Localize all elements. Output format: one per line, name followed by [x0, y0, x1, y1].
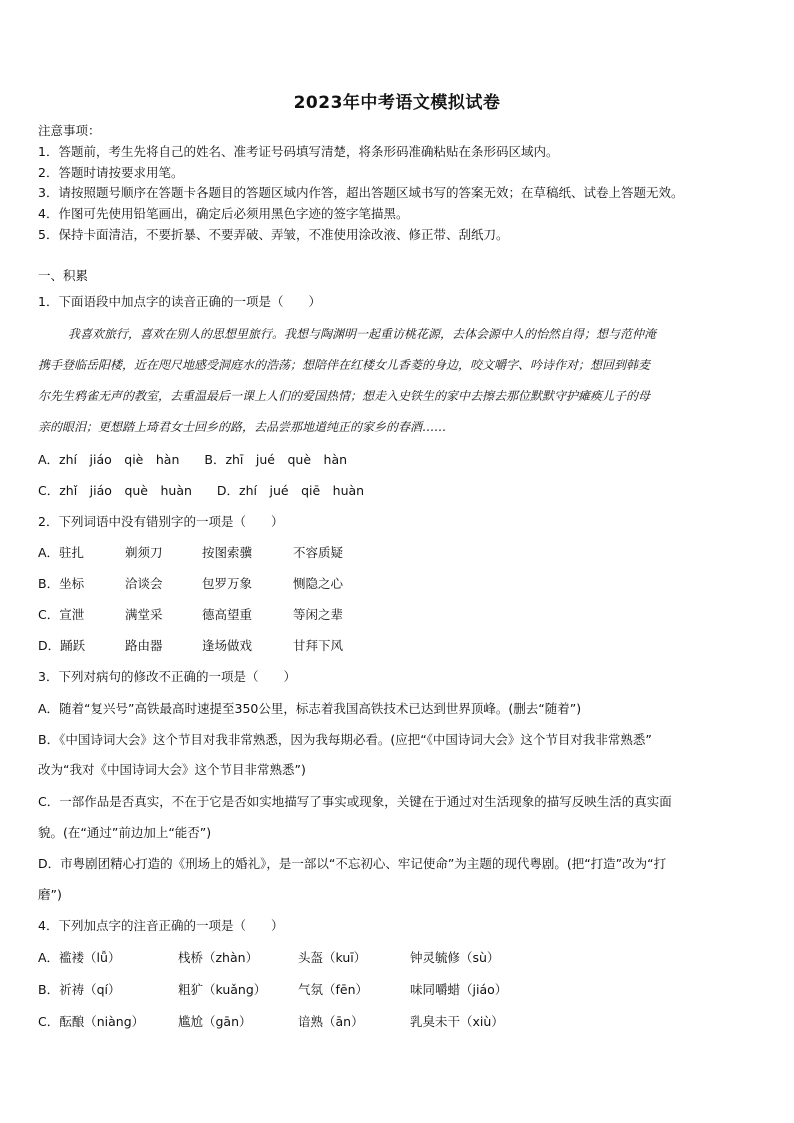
- option-word: 气氛（fēn）: [298, 982, 369, 997]
- option-word: 甘拜下风: [293, 638, 344, 653]
- question-3-line: 貌。(在“通过”前边加上“能否”): [38, 825, 212, 840]
- option-word: 洽谈会: [125, 576, 163, 591]
- passage-line: 亲的眼泪；更想踏上琦君女士回乡的路，去品尝那地道纯正的家乡的春酒……: [38, 420, 447, 434]
- notice-item: 5．保持卡面清洁，不要折暴、不要弄破、弄皱，不准使用涂改液、修正带、刮纸刀。: [38, 227, 509, 242]
- option-word: 尴尬（gān）: [178, 1014, 252, 1029]
- question-1-option-row: C．zhǐ jiáo què huàn D．zhí jué qiē huàn: [38, 483, 365, 498]
- section-heading: 一、积累: [38, 268, 89, 283]
- passage-line: 我喜欢旅行，喜欢在别人的思想里旅行。我想与陶渊明一起重访桃花源，去体会源中人的怡然自得；想与范仲淹: [68, 327, 657, 341]
- option-word: 谙熟（ān）: [298, 1014, 364, 1029]
- question-3-line: B．《中国诗词大会》这个节目对我非常熟悉，因为我每期必看。(应把“《中国诗词大会》这个节目对我非常熟悉”: [38, 732, 652, 747]
- notice-item: 3．请按照题号顺序在答题卡各题目的答题区域内作答，超出答题区域书写的答案无效；在草稿纸、试卷上答题无效。: [38, 185, 684, 200]
- option-word: A．褴褛（lǚ）: [38, 950, 121, 965]
- option-word: 满堂采: [125, 607, 163, 622]
- question-3-line: C．一部作品是否真实，不在于它是否如实地描写了事实或现象，关键在于通过对生活现象的描写反映生活的真实面: [38, 794, 672, 809]
- option-word: 按图索骥: [202, 545, 253, 560]
- passage-line: 尔先生鸦雀无声的教室，去重温最后一课上人们的爱国热情；想走入史铁生的家中去擦去那位默默守护瘫痪儿子的母: [38, 389, 651, 403]
- question-4-stem: 4．下列加点字的注音正确的一项是（ ）: [38, 918, 284, 933]
- option-word: 路由器: [125, 638, 163, 653]
- option-word: 包罗万象: [202, 576, 253, 591]
- notice-item: 4．作图可先使用铅笔画出，确定后必须用黑色字迹的签字笔描黑。: [38, 206, 409, 221]
- question-3-line: 磨”): [38, 887, 62, 902]
- question-3-line: 改为“我对《中国诗词大会》这个节目非常熟悉”): [38, 762, 306, 777]
- notice-item: 1．答题前，考生先将自己的姓名、准考证号码填写清楚，将条形码准确粘贴在条形码区域内。: [38, 144, 559, 159]
- question-1-stem: 1．下面语段中加点字的读音正确的一项是（ ）: [38, 294, 321, 309]
- option-word: B．坐标: [38, 576, 85, 591]
- option-word: 恻隐之心: [293, 576, 344, 591]
- option-word: B．祈祷（qí）: [38, 982, 121, 997]
- notice-item: 2．答题时请按要求用笔。: [38, 165, 184, 180]
- question-3-line: D．市粤剧团精心打造的《刑场上的婚礼》，是一部以“不忘初心、牢记使命”为主题的现代粤剧。(把“打造”改为“打: [38, 856, 667, 871]
- question-2-stem: 2．下列词语中没有错别字的一项是（ ）: [38, 514, 284, 529]
- option-word: 等闲之辈: [293, 607, 344, 622]
- question-3-stem: 3．下列对病句的修改不正确的一项是（ ）: [38, 669, 296, 684]
- option-word: 不容质疑: [293, 545, 344, 560]
- question-3-line: A．随着“复兴号”高铁最高时速提至350公里，标志着我国高铁技术已达到世界顶峰。(删去“随着”): [38, 701, 582, 716]
- option-word: D．踊跃: [38, 638, 86, 653]
- option-word: A．驻扎: [38, 545, 85, 560]
- notice-heading: 注意事项：: [38, 123, 101, 138]
- option-word: 粗犷（kuǎng）: [178, 982, 267, 997]
- option-word: 剃须刀: [125, 545, 163, 560]
- option-word: 德高望重: [202, 607, 253, 622]
- option-word: 逢场做戏: [202, 638, 253, 653]
- option-word: C．宣泄: [38, 607, 85, 622]
- option-word: 钟灵毓修（sù）: [410, 950, 500, 965]
- option-word: 味同嚼蜡（jiáo）: [410, 982, 508, 997]
- option-word: C．酝酿（niàng）: [38, 1014, 145, 1029]
- page-title: 2023年中考语文模拟试卷: [293, 93, 501, 113]
- passage-line: 携手登临岳阳楼，近在咫尺地感受洞庭水的浩荡；想陪伴在红楼女儿香菱的身边，咬文嚼字、吟诗作对；想回到韩麦: [38, 358, 651, 372]
- question-1-option-row: A．zhí jiáo qiè hàn B．zhī jué què hàn: [38, 452, 348, 467]
- option-word: 乳臭未干（xiù）: [410, 1014, 504, 1029]
- option-word: 栈桥（zhàn）: [178, 950, 259, 965]
- option-word: 头盔（kuī）: [298, 950, 367, 965]
